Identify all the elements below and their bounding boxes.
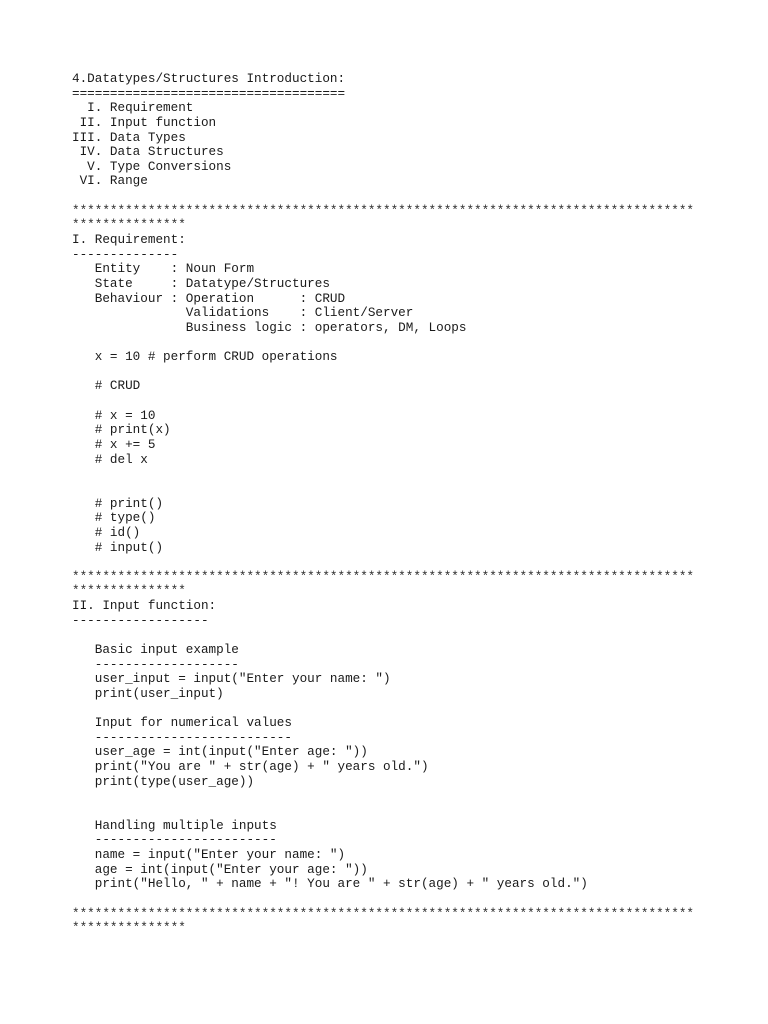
title-underline: ==================================== bbox=[72, 85, 346, 101]
toc-item: VI. Range bbox=[72, 173, 148, 189]
separator-stars: ********************************************************************************** bbox=[72, 568, 695, 584]
code-comment: # x += 5 bbox=[72, 437, 156, 453]
code-comment: # print(x) bbox=[72, 422, 171, 438]
multiple-inputs-example bbox=[72, 819, 712, 892]
subsection-underline: -------------------------- bbox=[72, 729, 292, 745]
code-comment: # type() bbox=[72, 510, 156, 526]
spacer bbox=[72, 804, 712, 819]
document-title: 4.Datatypes/Structures Introduction: bbox=[72, 71, 346, 86]
table-of-contents bbox=[72, 101, 712, 189]
requirement-line: State : Datatype/Structures bbox=[72, 275, 330, 291]
code-comment: # x = 10 bbox=[72, 407, 156, 423]
spacer bbox=[72, 555, 712, 570]
code-line: age = int(input("Enter your age: ")) bbox=[72, 861, 368, 877]
spacer bbox=[72, 482, 712, 497]
code-comment: # CRUD bbox=[72, 378, 141, 394]
toc-item: III. Data Types bbox=[72, 129, 186, 145]
separator bbox=[72, 907, 712, 936]
section-heading: II. Input function: bbox=[72, 598, 217, 614]
subsection-underline: ------------------- bbox=[72, 656, 239, 672]
code-comment: # input() bbox=[72, 539, 164, 555]
code-line: print("Hello, " + name + "! You are " + str(age) + " years old.") bbox=[72, 876, 588, 892]
spacer bbox=[72, 702, 712, 717]
separator bbox=[72, 570, 712, 599]
spacer bbox=[72, 365, 712, 380]
separator-stars: *************** bbox=[72, 920, 186, 936]
toc-item: II. Input function bbox=[72, 114, 217, 130]
code-line: user_age = int(input("Enter age: ")) bbox=[72, 744, 368, 760]
requirement-line: Entity : Noun Form bbox=[72, 261, 255, 277]
code-line: print(user_input) bbox=[72, 685, 224, 701]
code-comment: # id() bbox=[72, 524, 141, 540]
code-line: name = input("Enter your name: ") bbox=[72, 846, 346, 862]
basic-input-example bbox=[72, 643, 712, 702]
separator-stars: *************** bbox=[72, 583, 186, 599]
separator-stars: ********************************************************************************** bbox=[72, 905, 695, 921]
document-page bbox=[72, 72, 712, 936]
spacer bbox=[72, 892, 712, 907]
section-input-function bbox=[72, 599, 712, 892]
subsection-underline: ------------------------ bbox=[72, 832, 277, 848]
toc-item: I. Requirement bbox=[72, 100, 194, 116]
numerical-input-example bbox=[72, 716, 712, 789]
subsection-title: Input for numerical values bbox=[72, 715, 292, 731]
toc-item: V. Type Conversions bbox=[72, 158, 232, 174]
section-underline: -------------- bbox=[72, 246, 179, 262]
code-line: print(type(user_age)) bbox=[72, 773, 255, 789]
spacer bbox=[72, 628, 712, 643]
subsection-title: Basic input example bbox=[72, 641, 239, 657]
requirement-line: Business logic : operators, DM, Loops bbox=[72, 319, 467, 335]
requirement-line: Behaviour : Operation : CRUD bbox=[72, 290, 346, 306]
subsection-title: Handling multiple inputs bbox=[72, 817, 277, 833]
code-line: user_input = input("Enter your name: ") bbox=[72, 671, 391, 687]
code-comment: # del x bbox=[72, 451, 148, 467]
section-underline: ------------------ bbox=[72, 612, 209, 628]
separator-stars: ********************************************************************************** bbox=[72, 202, 695, 218]
section-requirement bbox=[72, 233, 712, 555]
spacer bbox=[72, 394, 712, 409]
code-comment: # print() bbox=[72, 495, 164, 511]
toc-item: IV. Data Structures bbox=[72, 144, 224, 160]
code-line: print("You are " + str(age) + " years old.") bbox=[72, 759, 429, 775]
requirement-line: Validations : Client/Server bbox=[72, 305, 414, 321]
spacer bbox=[72, 189, 712, 204]
code-example: x = 10 # perform CRUD operations bbox=[72, 349, 338, 365]
section-heading: I. Requirement: bbox=[72, 232, 186, 248]
separator-stars: *************** bbox=[72, 217, 186, 233]
spacer bbox=[72, 467, 712, 482]
separator bbox=[72, 204, 712, 233]
spacer bbox=[72, 789, 712, 804]
spacer bbox=[72, 336, 712, 351]
